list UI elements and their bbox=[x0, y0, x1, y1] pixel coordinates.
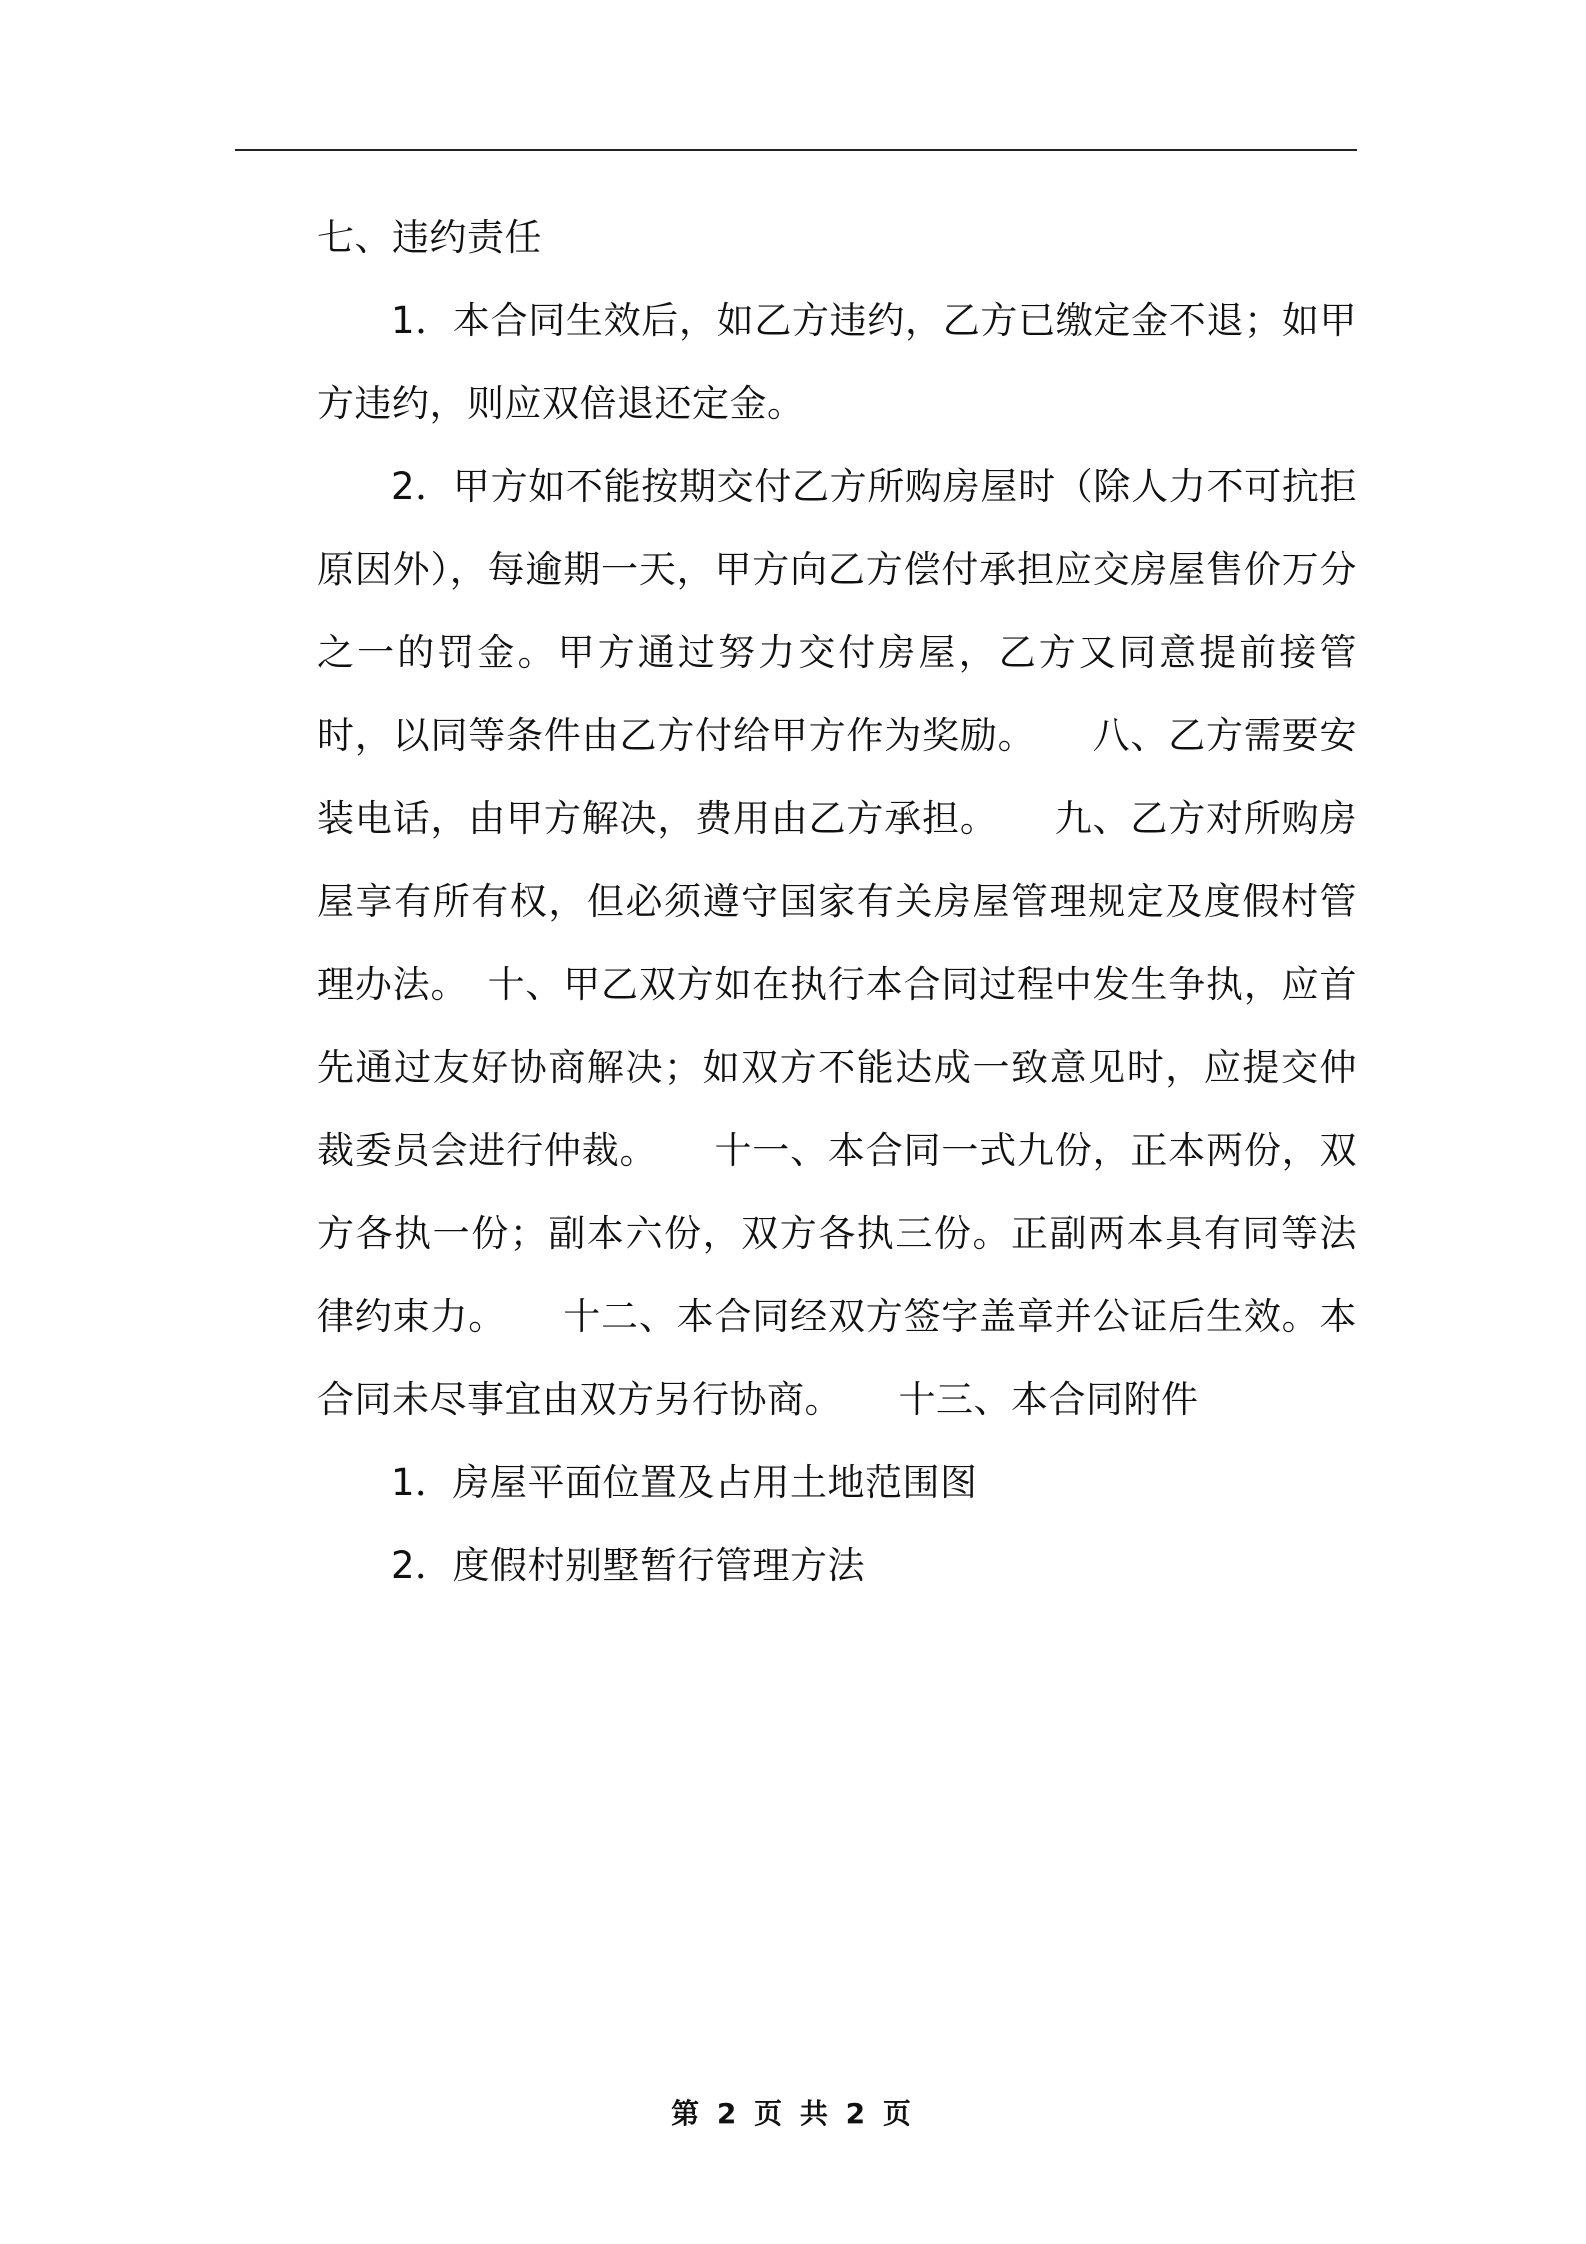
document-body bbox=[317, 196, 1357, 1607]
clause-paragraph-2: 2．甲方如不能按期交付乙方所购房屋时（除人力不可抗拒原因外），每逾期一天，甲方向乙方偿付承担应交房屋售价万分之一的罚金。甲方通过努力交付房屋，乙方又同意提前接管时，以同等条件由乙方付给甲方作为奖励。 八、乙方需要安装电话，由甲方解决，费用由乙方承担。 九、乙方对所购房屋享有所有权，但必须遵守国家有关房屋管理规定及度假村管理办法。 十、甲乙双方如在执行本合同过程中发生争执，应首先通过友好协商解决；如双方不能达成一致意见时，应提交仲裁委员会进行仲裁。 十一、本合同一式九份，正本两份，双方各执一份；副本六份，双方各执三份。正副两本具有同等法律约束力。 十二、本合同经双方签字盖章并公证后生效。本合同未尽事宜由双方另行协商。 十三、本合同附件 bbox=[317, 465, 1357, 1421]
attachment-item-2: 2．度假村别墅暂行管理方法 bbox=[391, 1544, 866, 1587]
attachment-item-1: 1．房屋平面位置及占用土地范围图 bbox=[391, 1461, 978, 1504]
section-heading: 七、违约责任 bbox=[317, 216, 542, 259]
header-rule bbox=[235, 149, 1357, 151]
clause-paragraph-1: 1．本合同生效后，如乙方违约，乙方已缴定金不退；如甲方违约，则应双倍退还定金。 bbox=[317, 299, 1357, 425]
page-number-footer: 第 2 页 共 2 页 bbox=[671, 2097, 915, 2130]
